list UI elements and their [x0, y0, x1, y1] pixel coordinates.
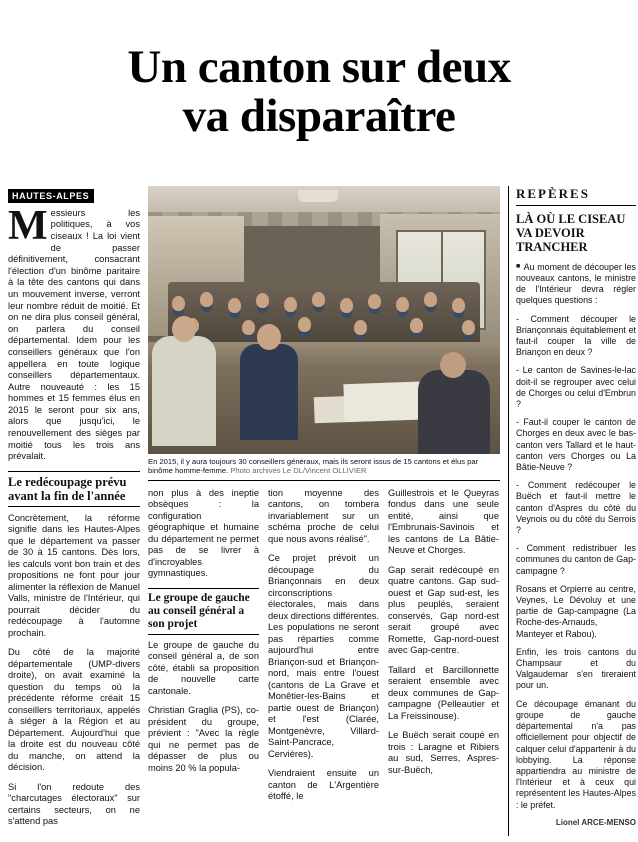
lower-column-3: [388, 488, 499, 811]
lower-paragraph: Le Buëch serait coupé en trois : Laragne et Ribiers au sud, Serres, Aspres-sur-Buëch,: [388, 730, 499, 775]
headline-line-1: Un canton sur deux: [127, 41, 511, 94]
sidebar-reperes: [508, 186, 636, 836]
article-byline: Lionel ARCE-MENSO: [555, 817, 636, 827]
sidebar-question: - Comment découper le Briançonnais équitablement et faut-il couper la ville de Briançon en deux ?: [516, 313, 636, 358]
lower-paragraph: non plus à des ineptie obsèques : la configuration géographique et humaine du département ne permet pas de se livrer à d'incroyables gymnastiques.: [148, 487, 259, 579]
lower-column-2: [268, 488, 379, 811]
section-kicker: HAUTES-ALPES: [8, 189, 94, 203]
lower-paragraph: Gap serait redécoupé en quatre cantons. Gap sud-ouest et Gap sud-est, les plus peuplés, seraient conservés, Gap nord-est serait groupé avec Romette, Gap-nord-ouest avec Gap-centre.: [388, 564, 499, 656]
sidebar-question: - Faut-il couper le canton de Chorges en deux avec le bas-canton vers Tallard et le haut-canton vers Chorges ou La Bâtie-Neuve ?: [516, 417, 636, 473]
lower-paragraph: Tallard et Barcillonnette seraient ensemble avec deux communes de Gap-campagne (Pelleautier et La Freissinouse).: [388, 664, 499, 721]
left-paragraph: Si l'on redoute des "charcutages électoraux" sur certains secteurs, on ne s'attend pas: [8, 781, 140, 827]
page-title: [0, 31, 638, 144]
article-body: [0, 176, 638, 842]
sidebar-title: LÀ OÙ LE CISEAU VA DEVOIR TRANCHER: [516, 211, 626, 254]
sidebar-question: - Comment redistribuer les communes du canton de Gap-campagne ?: [516, 543, 636, 576]
lower-paragraph: tion moyenne des cantons, on tombera invariablement sur un schéma proche de celui que nous avons réalisé".: [268, 487, 379, 544]
middle-column: [148, 186, 500, 836]
sidebar-tail-paragraph: Rosans et Orpierre au centre, Veynes, Le Dévoluy et une partie de Gap-campagne (La Roche-des-Arnauds, Manteyer et Rabou).: [516, 583, 636, 639]
intro-paragraph: [8, 202, 140, 463]
sidebar-section-label: REPÈRES: [516, 186, 636, 206]
left-body: [8, 513, 140, 828]
left-paragraph: Concrètement, la réforme signifie dans les Hautes-Alpes que le département va passer de 30 à 15 cantons. Dès lors, les calculs vont bon train et des propositions ne font pour jour alimenter la réflexion de Manuel Valls, ministre de l'Intérieur, qui pourrait décider du redécoupage à l'automne prochain.: [8, 512, 140, 638]
lower-column-1: [148, 488, 259, 811]
sidebar-body: [516, 261, 636, 811]
sidebar-intro: ■ Au moment de découper les nouveaux cantons, le ministre de l'Intérieur devra régler quelques questions :: [516, 261, 636, 307]
intro-text: essieurs les politiques, à vos ciseaux ! La loi vient de passer définitivement, consacrant l'élection d'un binôme paritaire à la tête des cantons qui dans un mouvement inverse, verront leur nombre réduit de moitié. Et on ne dira plus conseil général, on parlera du conseil départemental. Idem pour les conseillers généraux que l'on appellera en toute logique conseillers départementaux. Autre nouveauté : les 15 hommes et 15 femmes élus en 2015 le seront pour six ans, alors que jusqu'ici, le renouvellement des sièges par moitié tous les trois ans prévalait.: [8, 207, 140, 462]
sidebar-question: - Comment redécouper le Buëch et faut-il mettre le canton d'Aspres du côté du Veynois ou du côté du Serrois ?: [516, 480, 636, 536]
lower-paragraph: Christian Graglia (PS), co-président du groupe, prévient : "Avec la règle qui ne permet pas de dépasser de plus ou moins 20 % la popula-: [148, 705, 259, 773]
sidebar-tail-paragraph: Enfin, les trois cantons du Champsaur et du Valgaudemar s'en tireraient pour un.: [516, 646, 636, 691]
lower-columns: [148, 488, 500, 811]
headline-line-2: va disparaître: [182, 89, 456, 142]
photo-caption: [148, 454, 500, 481]
lower-paragraph: Le groupe de gauche du conseil général a, de son côté, établi sa proposition de nouvelle carte cantonale.: [148, 639, 259, 696]
seated-people: [166, 290, 482, 338]
council-chamber-photo: [148, 186, 500, 454]
caption-text: En 2015, il y aura toujours 30 conseillers généraux, mais ils seront issus de 15 cantons et élus par binôme homme-femme.: [148, 456, 479, 476]
photo-block: [148, 186, 500, 481]
photo-credit: Photo archives Le DL/Vincent OLLIVIER: [230, 466, 367, 476]
lower-paragraph: Viendraient ensuite un canton de L'Argentière étoffé, le: [268, 768, 379, 802]
left-subheading: Le redécoupage prévu avant la fin de l'année: [8, 471, 140, 507]
lower-subheading: Le groupe de gauche au conseil général a son projet: [148, 588, 259, 635]
drop-cap: M: [8, 202, 48, 249]
left-column: [8, 186, 140, 836]
lower-paragraph: Guillestrois et le Queyras fondus dans une seule entité, ainsi que l'Embrunais-Savinois et les cantons de La Bâtie-Neuve et Chorges.: [388, 487, 499, 556]
lower-paragraph: Ce projet prévoit un découpage du Briançonnais en deux circonscriptions électorales, mais dans deux directions différentes. Les populations ne seront pas réparties comme aujourd'hui entre Briançon-sud et Briançon-nord, mais entre l'ouest (cantons de La Grave et Monêtier-les-Bains et partie ouest de Briançon) et l'est (Clarée, Montgenèvre, Villard-Saint-Pancrace, Cervières).: [268, 553, 379, 759]
sidebar-question: - Le canton de Savines-le-lac doit-il se regrouper avec celui de Chorges ou celui d'Embrun ?: [516, 365, 636, 410]
sidebar-tail-paragraph: Ce découpage émanant du groupe de gauche départemental n'a pas officiellement pour objectif de calquer celui d'appartenir à du lobbying. La réponse appartiendra au ministre de l'Intérieur et à ceux qui représentent les Hautes-Alpes : le préfet.: [516, 698, 636, 810]
left-paragraph: Du côté de la majorité départementale (UMP-divers droite), on avait examiné la question du temps où la précédente réforme créait 15 conseillers territoriaux, appelés à siéger à la Région et au Département. Aujourd'hui que la droite est du nouveau côté du manche, on attend la décision.: [8, 647, 140, 773]
newspaper-page: [0, 31, 638, 827]
